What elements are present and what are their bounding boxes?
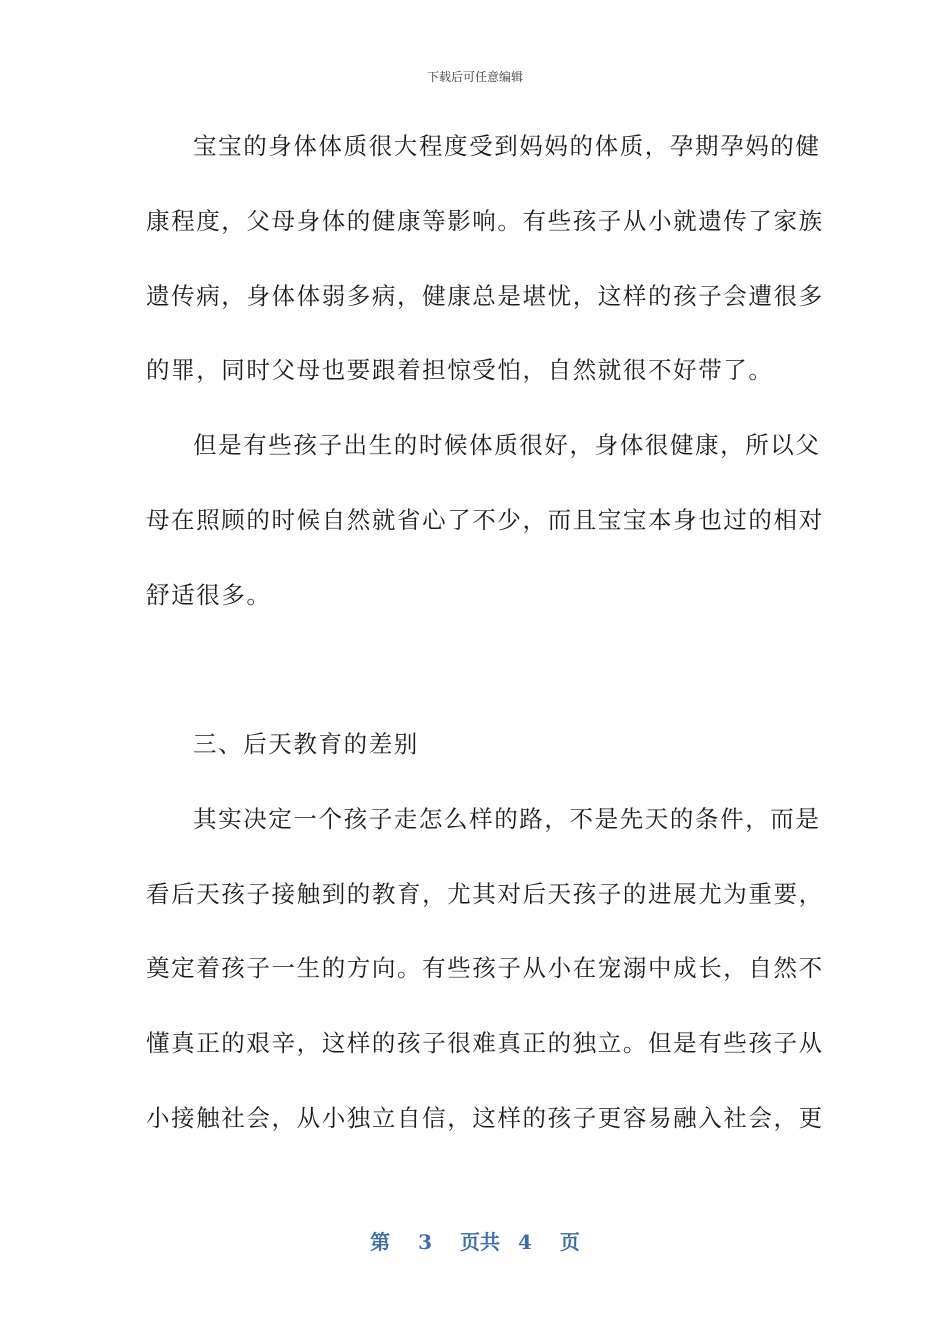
text-line: 母在照顾的时候自然就省心了不少，而且宝宝本身也过的相对 — [146, 506, 824, 534]
footer-mid: 页共 — [460, 1230, 500, 1254]
total-pages: 4 — [518, 1230, 532, 1254]
text-line: 但是有些孩子出生的时候体质很好，身体很健康，所以父 — [193, 431, 821, 459]
text-line: 宝宝的身体体质很大程度受到妈妈的体质，孕期孕妈的健 — [193, 132, 821, 160]
footer-prefix: 第 — [370, 1230, 391, 1254]
text-line: 奠定着孩子一生的方向。有些孩子从小在宠溺中成长，自然不 — [146, 954, 824, 982]
footer-suffix: 页 — [559, 1230, 580, 1254]
text-line: 遗传病，身体体弱多病，健康总是堪忧，这样的孩子会遭很多 — [146, 282, 824, 310]
text-line: 懂真正的艰辛，这样的孩子很难真正的独立。但是有些孩子从 — [146, 1029, 824, 1057]
text-line: 的罪，同时父母也要跟着担惊受怕，自然就很不好带了。 — [146, 356, 774, 384]
page-header: 下载后可任意编辑 — [426, 70, 523, 84]
text-line: 小接触社会，从小独立自信，这样的孩子更容易融入社会，更 — [146, 1104, 824, 1132]
page-number: 3 — [418, 1230, 432, 1254]
section-heading: 三、后天教育的差别 — [193, 730, 419, 758]
text-line: 康程度，父母身体的健康等影响。有些孩子从小就遗传了家族 — [146, 207, 824, 235]
page-footer — [0, 1226, 950, 1255]
text-line: 其实决定一个孩子走怎么样的路，不是先天的条件，而是 — [193, 805, 821, 833]
text-line: 舒适很多。 — [146, 581, 272, 609]
text-line: 看后天孩子接触到的教育，尤其对后天孩子的进展尤为重要， — [146, 880, 824, 908]
